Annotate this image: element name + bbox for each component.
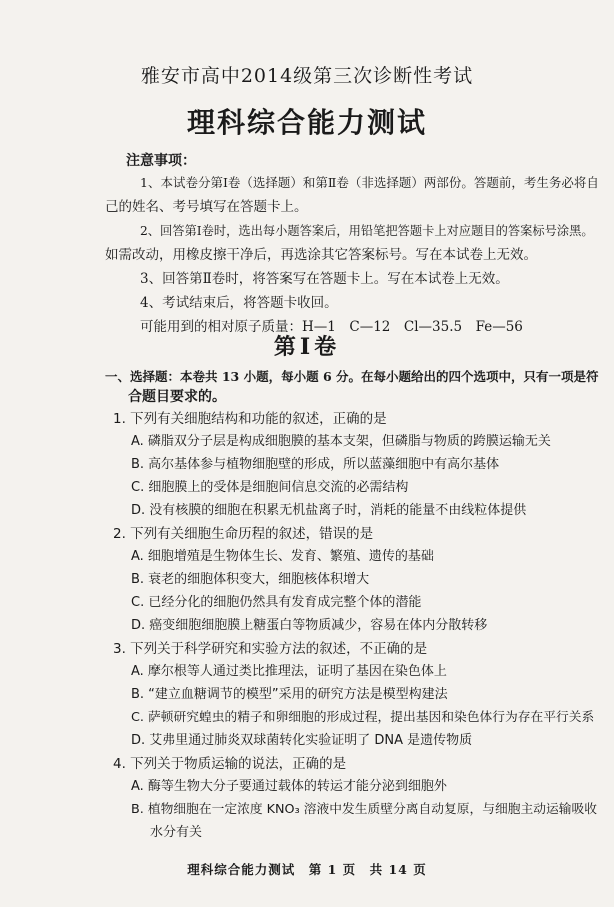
question-1-option-d: D. 没有核膜的细胞在积累无机盐离子时，消耗的能量不由线粒体提供 bbox=[131, 503, 527, 518]
section-instruction-line-2: 合题目要求的。 bbox=[128, 389, 226, 405]
page-footer: 理科综合能力测试 第 1 页 共 14 页 bbox=[187, 862, 427, 877]
subject-title: 理科综合能力测试 bbox=[186, 106, 427, 139]
question-4-option-a: A. 酶等生物大分子要通过载体的转运才能分泌到细胞外 bbox=[131, 779, 447, 794]
question-2-option-c: C. 已经分化的细胞仍然具有发育成完整个体的潜能 bbox=[131, 595, 422, 610]
question-3-option-d: D. 艾弗里通过肺炎双球菌转化实验证明了 DNA 是遗传物质 bbox=[131, 733, 473, 748]
notice-item-3: 3、回答第Ⅱ卷时，将答案写在答题卡上。写在本试卷上无效。 bbox=[140, 271, 509, 287]
notice-heading: 注意事项： bbox=[126, 153, 196, 169]
notice-item-1-line-1: 1、本试卷分第Ⅰ卷（选择题）和第Ⅱ卷（非选择题）两部份。答题前，考生务必将自 bbox=[140, 175, 599, 190]
question-4-option-b-continued: 水分有关 bbox=[150, 825, 203, 840]
question-3-option-a: A. 摩尔根等人通过类比推理法，证明了基因在染色体上 bbox=[131, 664, 447, 679]
notice-item-2-line-1: 2、回答第Ⅰ卷时，选出每小题答案后，用铅笔把答题卡上对应题目的答案标号涂黑。 bbox=[140, 224, 594, 238]
notice-item-4: 4、考试结束后，将答题卡收回。 bbox=[140, 295, 338, 311]
question-1-stem: 1. 下列有关细胞结构和功能的叙述，正确的是 bbox=[113, 411, 387, 427]
question-2-option-a: A. 细胞增殖是生物体生长、发育、繁殖、遗传的基础 bbox=[131, 549, 434, 564]
question-3-option-c: C. 萨顿研究蝗虫的精子和卵细胞的形成过程，提出基因和染色体行为存在平行关系 bbox=[131, 710, 595, 725]
part-title: 第Ⅰ卷 bbox=[273, 334, 341, 360]
question-1-option-c: C. 细胞膜上的受体是细胞间信息交流的必需结构 bbox=[131, 480, 409, 495]
question-2-stem: 2. 下列有关细胞生命历程的叙述，错误的是 bbox=[113, 526, 374, 542]
question-3-option-b: B. “建立血糖调节的模型”采用的研究方法是模型构建法 bbox=[131, 687, 448, 702]
atomic-masses: 可能用到的相对原子质量：H—1 C—12 Cl—35.5 Fe—56 bbox=[140, 319, 523, 335]
question-2-option-d: D. 癌变细胞细胞膜上糖蛋白等物质减少，容易在体内分散转移 bbox=[131, 618, 488, 633]
question-3-stem: 3. 下列关于科学研究和实验方法的叙述，不正确的是 bbox=[113, 641, 428, 657]
question-4-stem: 4. 下列关于物质运输的说法，正确的是 bbox=[113, 756, 347, 772]
notice-item-1-line-2: 己的姓名、考号填写在答题卡上。 bbox=[105, 199, 308, 215]
question-1-option-a: A. 磷脂双分子层是构成细胞膜的基本支架，但磷脂与物质的跨膜运输无关 bbox=[131, 434, 551, 449]
question-4-option-b: B. 植物细胞在一定浓度 KNO₃ 溶液中发生质壁分离自动复原，与细胞主动运输吸收 bbox=[131, 802, 598, 817]
question-1-option-b: B. 高尔基体参与植物细胞壁的形成，所以蓝藻细胞中有高尔基体 bbox=[131, 457, 500, 472]
section-instruction-line-1: 一、选择题：本卷共 13 小题，每小题 6 分。在每小题给出的四个选项中，只有一项是符 bbox=[105, 369, 599, 384]
question-2-option-b: B. 衰老的细胞体积变大，细胞核体积增大 bbox=[131, 572, 370, 587]
notice-item-2-line-2: 如需改动，用橡皮擦干净后，再选涂其它答案标号。写在本试卷上无效。 bbox=[105, 247, 537, 263]
exam-title: 雅安市高中2014级第三次诊断性考试 bbox=[140, 65, 474, 87]
